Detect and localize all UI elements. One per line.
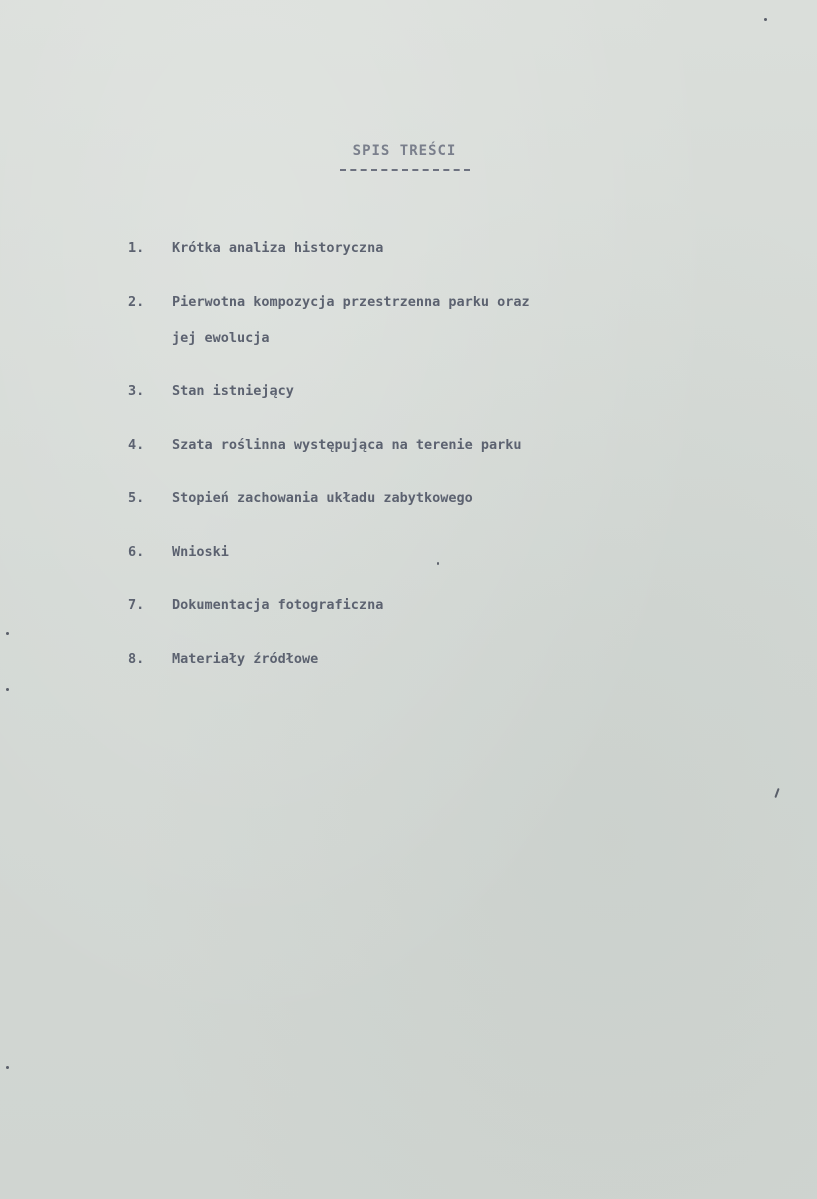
list-item-text: Stan istniejący — [172, 383, 294, 399]
list-item — [128, 284, 688, 356]
list-item-number: 2. — [128, 293, 145, 310]
list-item — [128, 587, 688, 623]
scan-speck — [6, 688, 9, 691]
list-item-text: Dokumentacja fotograficzna — [172, 597, 384, 613]
table-of-contents — [128, 230, 688, 694]
list-item-text: Krótka analiza historyczna — [172, 240, 384, 256]
list-item-number: 5. — [128, 490, 145, 506]
scan-speck — [6, 1066, 9, 1069]
list-item-text: Wnioski — [172, 543, 229, 560]
scan-speck — [764, 18, 767, 21]
list-item-number: 8. — [128, 650, 145, 667]
title-underline — [340, 169, 470, 171]
scan-speck — [6, 632, 9, 635]
list-item-text: Materiały źródłowe — [172, 650, 319, 667]
list-item-number: 1. — [128, 240, 145, 256]
list-item-number: 6. — [128, 543, 145, 560]
list-item — [128, 641, 688, 677]
list-item — [128, 427, 688, 463]
list-item — [128, 230, 688, 266]
list-item — [128, 480, 688, 516]
scan-speck — [774, 788, 779, 798]
list-item-number: 7. — [128, 597, 145, 613]
list-item-text: Stopień zachowania układu zabytkowego — [172, 490, 473, 506]
list-item-text: Szata roślinna występująca na terenie parku — [172, 436, 522, 453]
list-item — [128, 534, 688, 570]
list-item-number: 3. — [128, 383, 145, 399]
scan-speck — [437, 562, 439, 565]
list-item — [128, 373, 688, 409]
list-item-text: Pierwotna kompozycja przestrzenna parku oraz jej ewolucja — [172, 293, 530, 346]
page-title: SPIS TREŚCI — [352, 143, 457, 159]
list-item-number: 4. — [128, 436, 145, 453]
